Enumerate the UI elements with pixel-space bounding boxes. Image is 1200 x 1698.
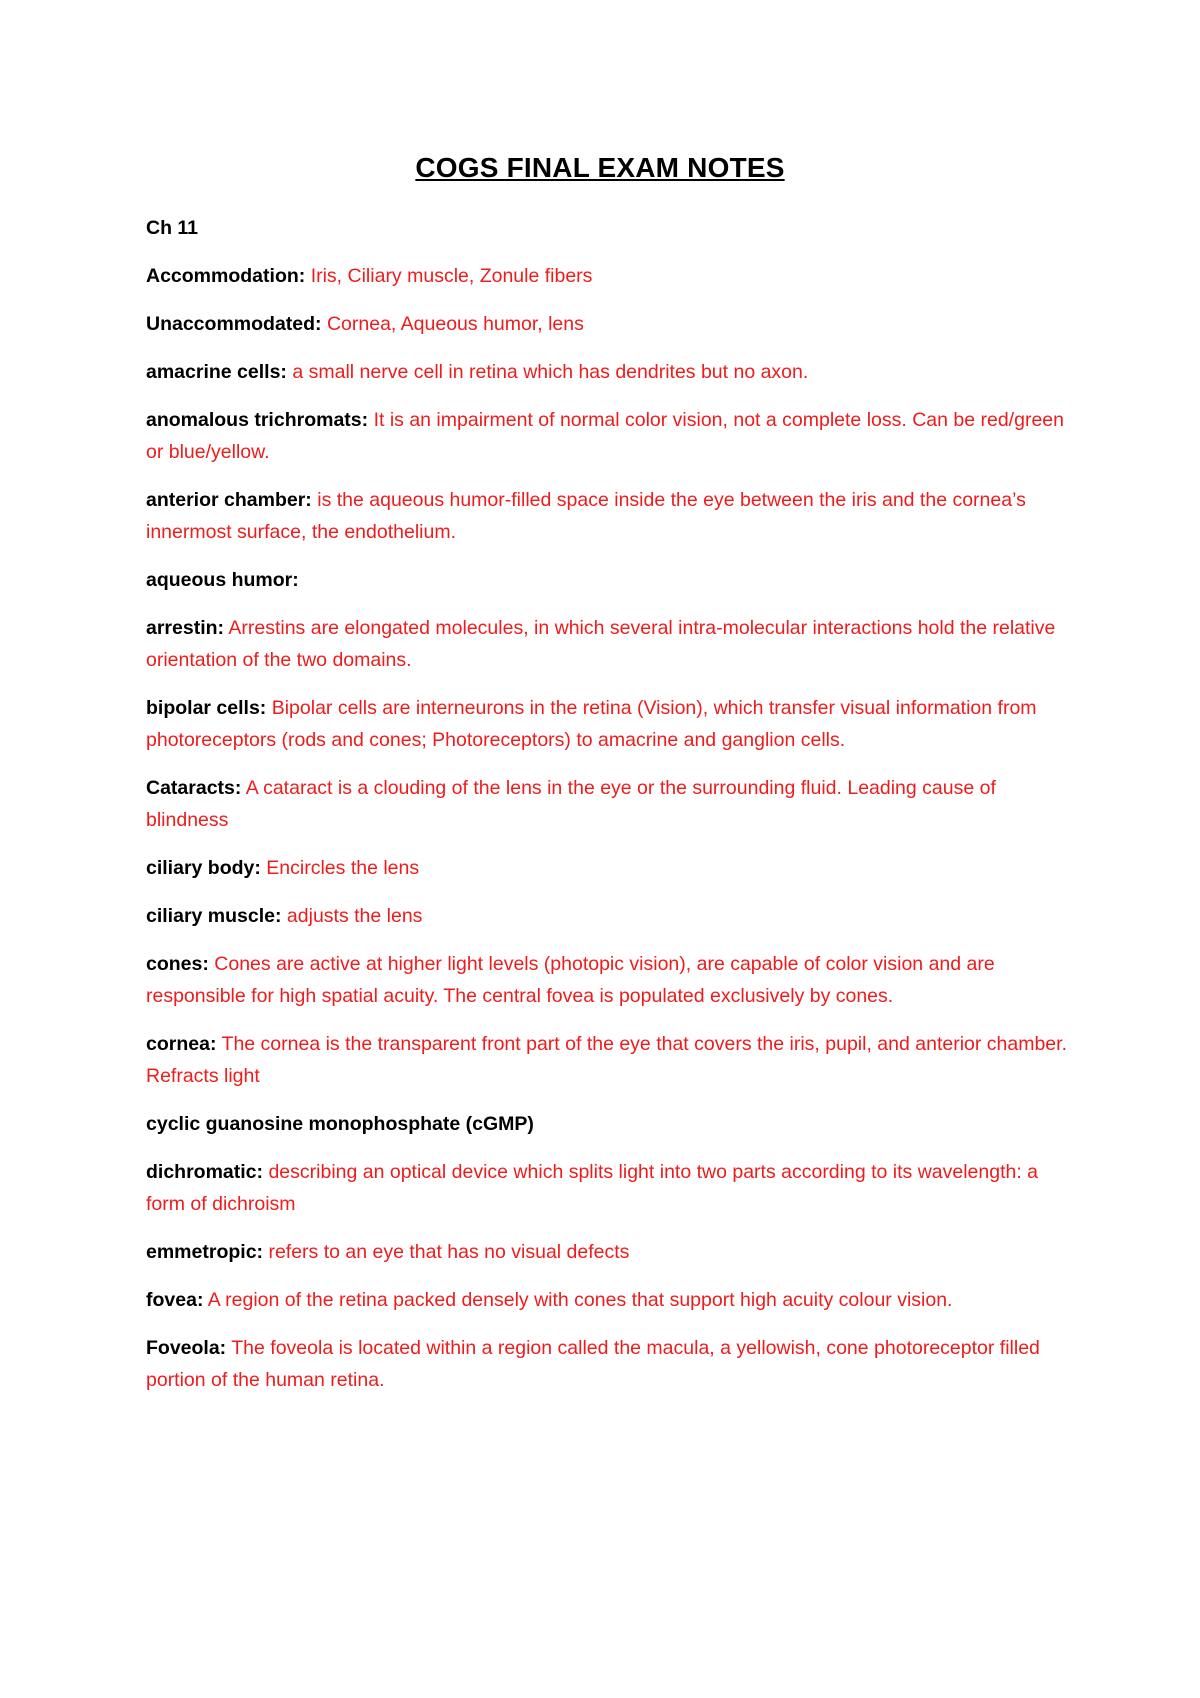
- entry-definition: is the aqueous humor-filled space inside the eye between the iris and the cornea’s innermost surface, the endothelium.: [146, 489, 1026, 543]
- glossary-entry: [146, 1108, 1076, 1140]
- glossary-entry: [146, 484, 1076, 548]
- chapter-heading: Ch 11: [146, 217, 199, 239]
- entry-definition: Iris, Ciliary muscle, Zonule fibers: [310, 265, 593, 287]
- glossary-entry: [146, 564, 1076, 596]
- glossary-entry: [146, 1332, 1076, 1396]
- glossary-entry: [146, 1028, 1076, 1092]
- entry-term: amacrine cells:: [146, 361, 287, 383]
- glossary-entry: [146, 772, 1076, 836]
- entry-term: emmetropic:: [146, 1241, 264, 1263]
- entry-term: bipolar cells:: [146, 697, 267, 719]
- entry-definition: A cataract is a clouding of the lens in the eye or the surrounding fluid. Leading cause of blindness: [146, 777, 996, 831]
- glossary-entry: [146, 612, 1076, 676]
- entry-term: arrestin:: [146, 617, 225, 639]
- glossary-entry: [146, 308, 1076, 340]
- entry-term: Accommodation:: [146, 265, 306, 287]
- entry-definition: describing an optical device which splits light into two parts according to its wavelength: a form of dichroism: [146, 1161, 1039, 1215]
- entry-definition: adjusts the lens: [286, 905, 423, 927]
- entry-definition: The cornea is the transparent front part of the eye that covers the iris, pupil, and anterior chamber. Refracts light: [146, 1033, 1067, 1087]
- glossary-entry: [146, 900, 1076, 932]
- entry-term: Unaccommodated:: [146, 313, 322, 335]
- entry-term: dichromatic:: [146, 1161, 264, 1183]
- entry-term: anterior chamber:: [146, 489, 312, 511]
- glossary-entry: [146, 1156, 1076, 1220]
- notes-body: [146, 212, 1076, 1412]
- glossary-entry: [146, 356, 1076, 388]
- document-title: COGS FINAL EXAM NOTES: [415, 152, 785, 183]
- entry-term: fovea:: [146, 1289, 204, 1311]
- entry-term: cyclic guanosine monophosphate (cGMP): [146, 1113, 534, 1135]
- glossary-entry: [146, 948, 1076, 1012]
- entry-definition: Arrestins are elongated molecules, in which several intra-molecular interactions hold the relative orientation of the two domains.: [146, 617, 1056, 671]
- entry-term: Foveola:: [146, 1337, 227, 1359]
- glossary-entry: [146, 692, 1076, 756]
- entry-definition: Cones are active at higher light levels (photopic vision), are capable of color vision and are responsible for high spatial acuity. The central fovea is populated exclusively by cones.: [146, 953, 995, 1007]
- entry-definition: It is an impairment of normal color vision, not a complete loss. Can be red/green or blue/yellow.: [146, 409, 1064, 463]
- entry-term: Cataracts:: [146, 777, 242, 799]
- glossary-entry: [146, 1236, 1076, 1268]
- entry-term: anomalous trichromats:: [146, 409, 369, 431]
- entry-term: ciliary muscle:: [146, 905, 282, 927]
- entry-definition: Bipolar cells are interneurons in the retina (Vision), which transfer visual information from photoreceptors (rods and cones; Photoreceptors) to amacrine and ganglion cells.: [146, 697, 1037, 751]
- entry-term: cornea:: [146, 1033, 217, 1055]
- entry-definition: Cornea, Aqueous humor, lens: [326, 313, 584, 335]
- entry-definition: refers to an eye that has no visual defects: [268, 1241, 630, 1263]
- glossary-entry: [146, 404, 1076, 468]
- entry-term: cones:: [146, 953, 209, 975]
- entry-definition: a small nerve cell in retina which has dendrites but no axon.: [292, 361, 809, 383]
- entry-term: aqueous humor:: [146, 569, 299, 591]
- entry-definition: Encircles the lens: [266, 857, 420, 879]
- entry-definition: A region of the retina packed densely with cones that support high acuity colour vision.: [207, 1289, 953, 1311]
- entry-term: ciliary body:: [146, 857, 261, 879]
- glossary-entry: [146, 1284, 1076, 1316]
- glossary-entry: [146, 852, 1076, 884]
- entry-definition: The foveola is located within a region called the macula, a yellowish, cone photoreceptor filled portion of the human retina.: [146, 1337, 1040, 1391]
- glossary-entry: [146, 260, 1076, 292]
